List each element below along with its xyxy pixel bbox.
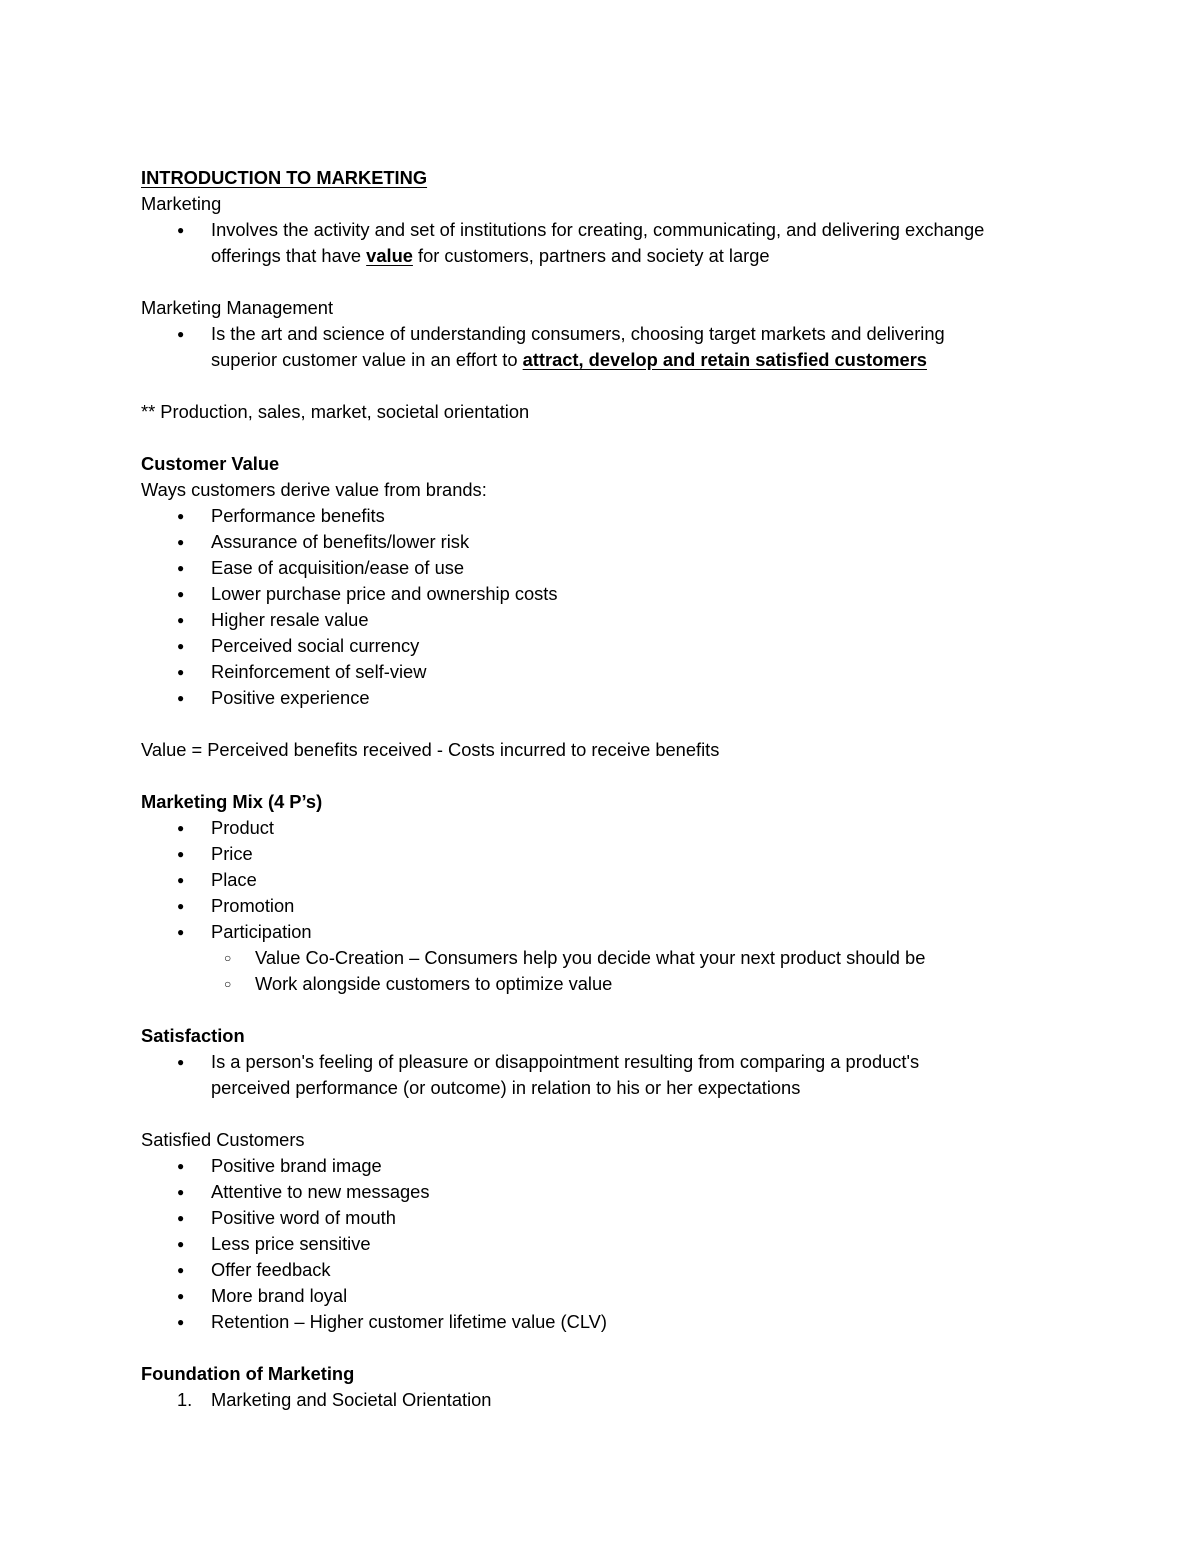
- bullet-icon: ●: [177, 899, 185, 913]
- list-item: [141, 919, 1061, 945]
- customer-value-intro: Ways customers derive value from brands:: [141, 479, 487, 500]
- bullet-icon: ●: [177, 561, 185, 575]
- list-item: [141, 555, 1061, 581]
- marketing-label: Marketing: [141, 193, 222, 214]
- section-heading-foundation: Foundation of Marketing: [141, 1363, 355, 1384]
- list-item: [141, 633, 1061, 659]
- bullet-icon: ●: [177, 1289, 185, 1303]
- bullet-icon: ●: [177, 821, 185, 835]
- list-item: [141, 1309, 1061, 1335]
- list-item-text: Performance benefits: [211, 505, 385, 526]
- list-item-text: Retention – Higher customer lifetime value (CLV): [211, 1311, 607, 1332]
- bullet-icon: ●: [177, 223, 185, 237]
- satisfied-customers-label: Satisfied Customers: [141, 1129, 305, 1150]
- bullet-icon: ●: [177, 509, 185, 523]
- list-item-text: Marketing and Societal Orientation: [211, 1389, 492, 1410]
- bullet-icon: ●: [177, 873, 185, 887]
- bullet-icon: ●: [177, 587, 185, 601]
- emphasis-goal: attract, develop and retain satisfied customers: [522, 349, 927, 370]
- orientation-note: ** Production, sales, market, societal orientation: [141, 401, 530, 422]
- list-item: [141, 581, 1061, 607]
- bullet-icon: ●: [177, 613, 185, 627]
- list-item: [141, 841, 1061, 867]
- section-heading-marketing-mix: Marketing Mix (4 P’s): [141, 791, 323, 812]
- list-item: [141, 1049, 1061, 1075]
- list-item-text: Perceived social currency: [211, 635, 420, 656]
- list-item: [141, 321, 1061, 347]
- list-item: [141, 529, 1061, 555]
- list-item: [141, 867, 1061, 893]
- bullet-icon: ●: [177, 665, 185, 679]
- list-item-continuation: offerings that have value for customers, partners and society at large: [211, 245, 770, 266]
- list-item: [141, 1231, 1061, 1257]
- list-item-text: Higher resale value: [211, 609, 369, 630]
- bullet-icon: ●: [177, 925, 185, 939]
- list-item-continuation: perceived performance (or outcome) in relation to his or her expectations: [211, 1077, 801, 1098]
- list-item: [141, 971, 1061, 997]
- list-item-text: Price: [211, 843, 253, 864]
- list-item-text: Place: [211, 869, 257, 890]
- bullet-icon: ●: [177, 1159, 185, 1173]
- bullet-icon: ●: [177, 535, 185, 549]
- list-item: [141, 893, 1061, 919]
- bullet-icon: ●: [177, 1055, 185, 1069]
- list-item-text: Promotion: [211, 895, 295, 916]
- section-heading-satisfaction: Satisfaction: [141, 1025, 245, 1046]
- bullet-icon: ●: [177, 639, 185, 653]
- bullet-icon: 1.: [177, 1389, 193, 1410]
- list-item-text: Offer feedback: [211, 1259, 331, 1280]
- list-item-text: More brand loyal: [211, 1285, 348, 1306]
- sub-bullet-icon: ○: [224, 951, 232, 965]
- bullet-icon: ●: [177, 1211, 185, 1225]
- list-item: [141, 1283, 1061, 1309]
- list-item-text: Product: [211, 817, 275, 838]
- list-item-text: Less price sensitive: [211, 1233, 371, 1254]
- list-item: [141, 1153, 1061, 1179]
- list-item-text: Positive brand image: [211, 1155, 382, 1176]
- list-item: [141, 945, 1061, 971]
- satisfied-customers-list: [141, 1153, 1061, 1335]
- list-item: [141, 1257, 1061, 1283]
- bullet-icon: ●: [177, 1237, 185, 1251]
- list-item: [141, 685, 1061, 711]
- list-item-text: Reinforcement of self-view: [211, 661, 427, 682]
- list-item-text: Is a person's feeling of pleasure or disappointment resulting from comparing a product's: [211, 1051, 920, 1072]
- bullet-icon: ●: [177, 1315, 185, 1329]
- list-item-text: Value Co-Creation – Consumers help you decide what your next product should be: [255, 947, 926, 968]
- list-item-text: Positive word of mouth: [211, 1207, 396, 1228]
- list-item: [141, 217, 1061, 243]
- list-item-text: Assurance of benefits/lower risk: [211, 531, 470, 552]
- bullet-icon: ●: [177, 1263, 185, 1277]
- marketing-mix-sub-list: [141, 945, 1061, 997]
- list-item-text: Lower purchase price and ownership costs: [211, 583, 558, 604]
- value-formula: Value = Perceived benefits received - Costs incurred to receive benefits: [141, 739, 720, 760]
- list-item-text: Participation: [211, 921, 312, 942]
- document-body: [141, 165, 1061, 1413]
- marketing-mix-list: [141, 815, 1061, 945]
- foundation-list: [141, 1387, 1061, 1413]
- bullet-icon: ●: [177, 1185, 185, 1199]
- list-item-text: Positive experience: [211, 687, 370, 708]
- list-item: [141, 1179, 1061, 1205]
- sub-bullet-icon: ○: [224, 977, 232, 991]
- list-item: [141, 659, 1061, 685]
- list-item-text: Involves the activity and set of institutions for creating, communicating, and delivering exchange: [211, 219, 985, 240]
- list-item-text: Attentive to new messages: [211, 1181, 430, 1202]
- bullet-icon: ●: [177, 847, 185, 861]
- list-item: [141, 1205, 1061, 1231]
- section-heading-customer-value: Customer Value: [141, 453, 280, 474]
- emphasis-value: value: [366, 245, 413, 266]
- bullet-icon: ●: [177, 327, 185, 341]
- list-item: [141, 503, 1061, 529]
- list-item: [141, 607, 1061, 633]
- bullet-icon: ●: [177, 691, 185, 705]
- list-item-text: Is the art and science of understanding consumers, choosing target markets and delivering: [211, 323, 945, 344]
- page-title: INTRODUCTION TO MARKETING: [141, 167, 428, 188]
- list-item-text: Ease of acquisition/ease of use: [211, 557, 465, 578]
- list-item-continuation: superior customer value in an effort to attract, develop and retain satisfied customers: [211, 349, 927, 370]
- customer-value-list: [141, 503, 1061, 711]
- list-item: [141, 1387, 1061, 1413]
- list-item: [141, 815, 1061, 841]
- management-label: Marketing Management: [141, 297, 334, 318]
- list-item-text: Work alongside customers to optimize value: [255, 973, 613, 994]
